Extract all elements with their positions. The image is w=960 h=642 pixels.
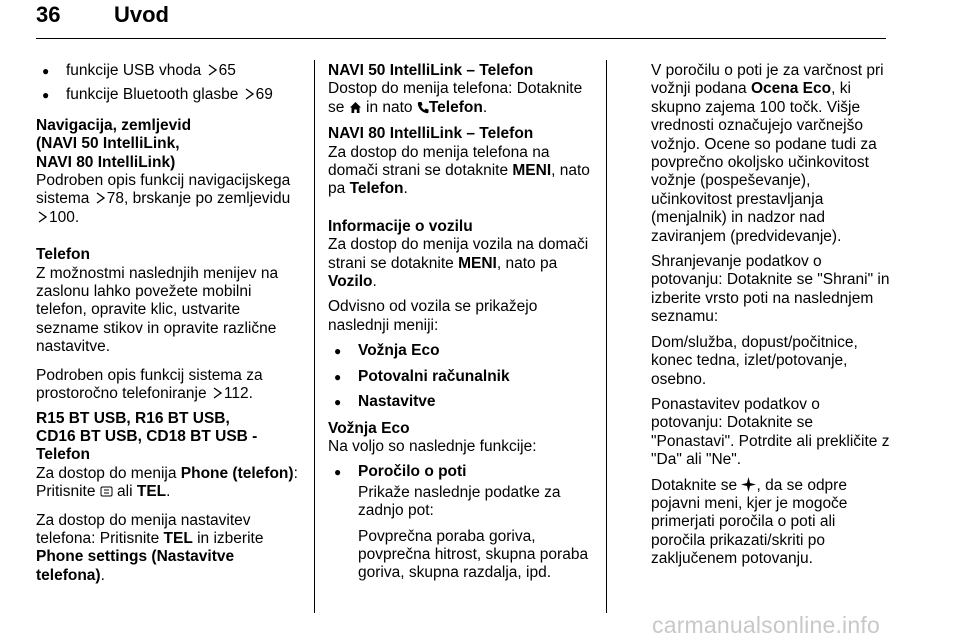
paragraph: Na voljo so naslednje funkcije: (328, 437, 537, 455)
phone-button-icon (100, 485, 113, 498)
section-heading: R15 BT USB, R16 BT USB, CD16 BT USB, CD18 BT USB - Telefon (36, 409, 258, 464)
reference-arrow-icon (208, 64, 217, 76)
column-1 (36, 62, 300, 585)
reference-arrow-icon (96, 192, 105, 204)
phone-icon (417, 101, 429, 114)
section-heading: Navigacija, zemljevid (NAVI 50 IntelliLink, NAVI 80 IntelliLink) (36, 116, 192, 171)
column-2 (328, 62, 592, 590)
header-rule (36, 38, 886, 39)
column-3 (651, 62, 891, 569)
column-divider-1 (314, 60, 315, 613)
column-divider-2 (606, 60, 607, 613)
paragraph: Za dostop do menija vozila na domači strani se dotaknite MENI, nato pa Vozilo. (328, 236, 589, 291)
page-reference[interactable]: 65 (218, 62, 236, 79)
paragraph: Dostop do menija telefona: Dotaknite se in nato Telefon. (328, 80, 583, 116)
page-reference[interactable]: 69 (255, 86, 273, 104)
page-number: 36 (36, 2, 61, 27)
section-heading: NAVI 80 IntelliLink – Telefon (328, 125, 534, 143)
paragraph: Za dostop do menija nastavitev telefona: Pritisnite TEL in izberite Phone settings (Nastavitve telefona). (36, 511, 264, 584)
list-item: ● funkcije USB vhoda 65 (36, 62, 300, 80)
list-item: ● Poročilo o poti (328, 463, 592, 481)
paragraph: Shranjevanje podatkov o potovanju: Dotaknite se "Shrani" in izberite vrsto poti na naslednjem seznamu: (651, 253, 890, 326)
home-icon (349, 101, 362, 114)
section-heading: Telefon (36, 246, 90, 264)
reference-arrow-icon (245, 88, 254, 100)
section-heading: Informacije o vozilu (328, 217, 473, 235)
page-reference[interactable]: 78 (106, 190, 124, 208)
chapter-title: Uvod (114, 2, 169, 27)
reference-arrow-icon (213, 387, 222, 399)
section-heading: Vožnja Eco (328, 419, 410, 437)
page-reference[interactable]: 112 (223, 385, 249, 403)
list-item: ● Vožnja Eco (328, 342, 592, 360)
paragraph: Za dostop do menija telefona na domači strani se dotaknite MENI, nato pa Telefon. (328, 143, 590, 198)
paragraph: V poročilu o poti je za varčnost pri vožnji podana Ocena Eco, ki skupno zajema 100 točk. Višje vrednosti označujejo varčnejšo vožnjo. Ocene so podane tudi za povprečno okoljsko učinkovitost vožnje (pospeševanje), učinkovitost prestavljanja (menjalnik) in nadzor nad zaviranjem (predvidevanje). (651, 62, 884, 245)
paragraph: Odvisno od vozila se prikažejo naslednji meniji: (328, 298, 538, 334)
plus-icon (741, 477, 756, 492)
list-item: ● Potovalni računalnik (328, 368, 592, 386)
paragraph: Ponastavitev podatkov o potovanju: Dotaknite se "Ponastavi". Potrdite ali prekličite z "Da" ali "Ne". (651, 395, 890, 469)
list-item: ● funkcije Bluetooth glasbe 69 (36, 86, 300, 104)
list-item: ● Nastavitve (328, 393, 592, 411)
watermark: carmanualsonline.info (652, 612, 880, 638)
reference-arrow-icon (38, 211, 47, 223)
paragraph: Za dostop do menija Phone (telefon): Pritisnite ali TEL. (36, 464, 298, 501)
paragraph: Z možnostmi naslednjih menijev na zaslonu lahko povežete mobilni telefon, opravite klic, ustvarite sezname stikov in opravite različne nastavitve. (36, 264, 279, 356)
section-heading: NAVI 50 IntelliLink – Telefon (328, 62, 534, 79)
paragraph: Dotaknite se , da se odpre pojavni meni, kjer je mogoče primerjati poročila o poti ali poročila prikazati/skriti po zaključenem potovanju. (651, 476, 848, 568)
paragraph: Dom/služba, dopust/počitnice, konec tedna, izlet/potovanje, osebno. (651, 333, 858, 388)
paragraph: Podroben opis funkcij navigacijskega sistema 78, brskanje po zemljevidu 100. (36, 172, 291, 226)
paragraph: Podroben opis funkcij sistema za prostoročno telefoniranje 112. (36, 366, 263, 403)
list-item-body: Prikaže naslednje podatke za zadnjo pot: Povprečna poraba goriva, povprečna hitrost, skupna poraba goriva, skupna razdalja, ipd. (358, 483, 589, 582)
page-reference[interactable]: 100 (49, 208, 75, 226)
